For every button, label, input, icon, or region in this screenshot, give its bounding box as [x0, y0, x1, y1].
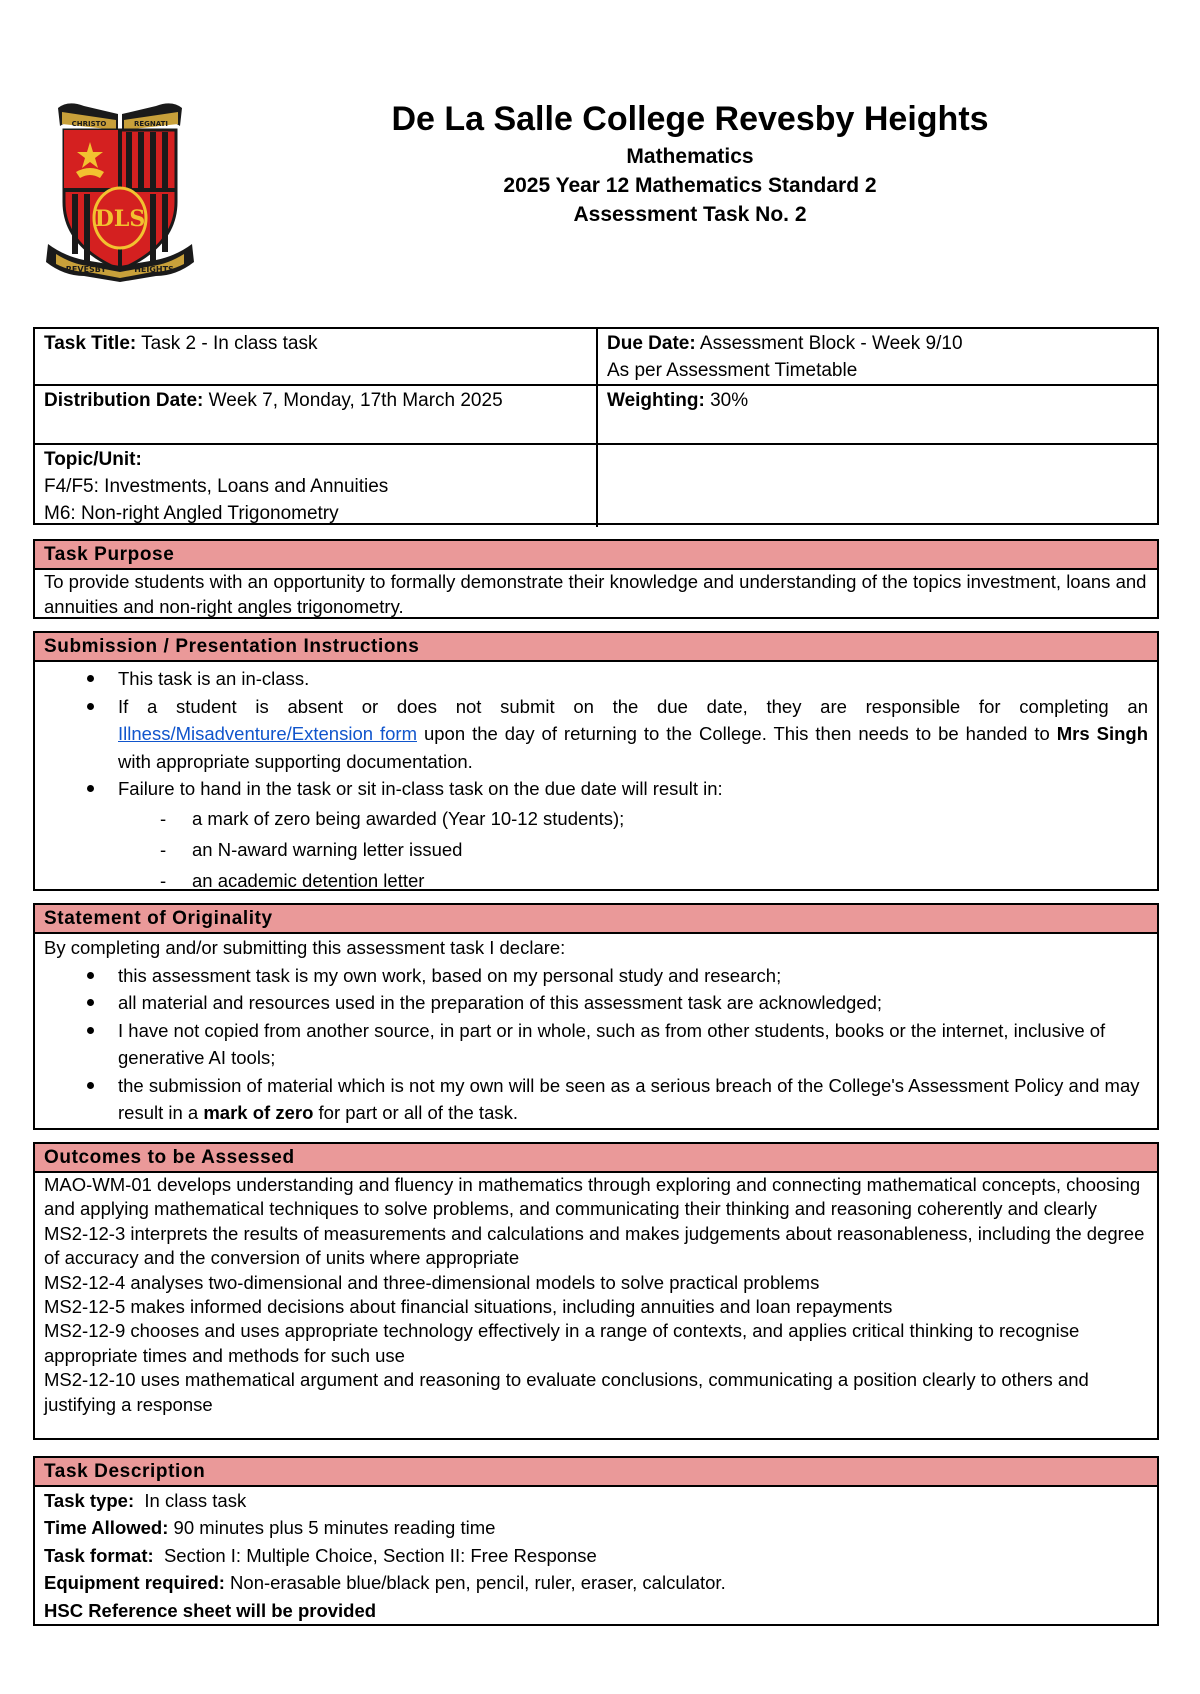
topic-line: M6: Non-right Angled Trigonometry	[44, 503, 339, 524]
reference-sheet-note	[44, 1597, 1148, 1624]
teacher-name: Mrs Singh	[1056, 723, 1149, 744]
crest-banner-right: HEIGHTS	[134, 265, 174, 274]
task-format-line	[44, 1542, 1148, 1569]
time-allowed-line	[44, 1514, 1148, 1541]
list-item-text: upon the day of returning to the College. This then needs to be handed to	[416, 723, 1057, 744]
crest-motto-left: CHRISTO	[71, 120, 107, 128]
task-title-label: Task Title:	[44, 333, 137, 354]
weighting-value: 30%	[710, 390, 749, 411]
list-item	[44, 693, 1148, 776]
consequence-item: - an N-award warning letter issued	[44, 834, 1148, 865]
document-header	[330, 96, 1050, 229]
distribution-date-label: Distribution Date:	[44, 390, 204, 411]
list-item	[44, 775, 1148, 803]
submission-body	[35, 662, 1157, 896]
school-name: De La Salle College Revesby Heights	[391, 100, 989, 138]
task-type-line	[44, 1487, 1148, 1514]
list-item: I have not copied from another source, in part or in whole, such as from other students, books or the internet, inclusive of generative AI tools;	[44, 1017, 1148, 1072]
consequence-list	[44, 803, 1148, 896]
originality-body	[35, 934, 1157, 1127]
info-row	[35, 386, 1157, 445]
outcomes-section	[33, 1142, 1159, 1440]
list-item	[44, 665, 1148, 693]
list-item: this assessment task is my own work, based on my personal study and research;	[44, 962, 1148, 990]
task-info-table	[33, 327, 1159, 525]
topic-line: F4/F5: Investments, Loans and Annuities	[44, 476, 389, 497]
submission-heading: Submission / Presentation Instructions	[35, 633, 1157, 662]
consequence-item: - an academic detention letter	[44, 865, 1148, 896]
originality-list	[44, 962, 1148, 1127]
task-type-value: In class task	[144, 1490, 247, 1511]
faculty-name: Mathematics	[626, 145, 754, 168]
equipment-label: Equipment required:	[44, 1572, 225, 1594]
submission-list	[44, 665, 1148, 803]
topic-cell	[35, 445, 596, 527]
crest-motto-right: REGNATI	[133, 120, 169, 128]
info-row	[35, 329, 1157, 386]
equipment-line	[44, 1569, 1148, 1596]
topic-label: Topic/Unit:	[44, 449, 142, 470]
task-description-section	[33, 1456, 1159, 1626]
distribution-date-cell	[35, 386, 596, 443]
list-item-text: the submission of material which is not my own will be seen as a serious breach of the College's Assessment Policy and may result in a	[118, 1074, 1140, 1123]
task-purpose-section	[33, 539, 1159, 619]
crest-banner-left: REVESBY	[65, 265, 107, 274]
list-item-text: If a student is absent or does not submit on the due date, they are responsible for completing an	[118, 695, 1148, 717]
outcomes-heading: Outcomes to be Assessed	[35, 1144, 1157, 1173]
task-format-value: Section I: Multiple Choice, Section II: Free Response	[163, 1544, 597, 1566]
originality-intro: By completing and/or submitting this assessment task I declare:	[44, 937, 566, 958]
task-title-value: Task 2 - In class task	[141, 333, 318, 354]
equipment-value: Non-erasable blue/black pen, pencil, ruler, eraser, calculator.	[230, 1572, 726, 1594]
due-date-cell	[596, 329, 1157, 384]
list-item-text: Failure to hand in the task or sit in-class task on the due date will result in:	[118, 778, 723, 799]
outcome-item: MS2-12-9 chooses and uses appropriate technology effectively in a range of contexts, and applies critical thinking to recognise appropriate times and methods for such use	[44, 1320, 1080, 1366]
originality-section	[33, 903, 1159, 1130]
task-title-cell	[35, 329, 596, 384]
time-allowed-label: Time Allowed:	[44, 1517, 169, 1539]
due-date-value: Assessment Block - Week 9/10	[699, 333, 963, 354]
task-purpose-heading: Task Purpose	[35, 541, 1157, 570]
task-description-body	[35, 1487, 1157, 1624]
task-purpose-text: To provide students with an opportunity to formally demonstrate their knowledge and understanding of the topics investment, loans and annuities and non-right angles trigonometry.	[44, 571, 1147, 617]
task-type-label: Task type:	[44, 1490, 135, 1511]
originality-heading: Statement of Originality	[35, 905, 1157, 934]
reference-sheet-text: HSC Reference sheet will be provided	[44, 1599, 377, 1621]
outcome-item: MS2-12-4 analyses two-dimensional and three-dimensional models to solve practical problems	[44, 1271, 820, 1293]
weighting-label: Weighting:	[607, 390, 705, 411]
task-format-label: Task format:	[44, 1544, 154, 1566]
mark-of-zero-text: mark of zero	[203, 1102, 314, 1123]
task-number: Assessment Task No. 2	[573, 203, 807, 226]
due-date-note: As per Assessment Timetable	[607, 360, 858, 381]
distribution-date-value: Week 7, Monday, 17th March 2025	[208, 390, 503, 411]
list-item-text: for part or all of the task.	[313, 1102, 518, 1123]
course-name: 2025 Year 12 Mathematics Standard 2	[503, 174, 877, 197]
outcome-item: MS2-12-10 uses mathematical argument and reasoning to evaluate conclusions, communicating a position clearly to others and justifying a response	[44, 1369, 1089, 1415]
outcome-item: MAO-WM-01 develops understanding and fluency in mathematics through exploring and connecting mathematical concepts, choosing and applying mathematical techniques to solve problems, and communicating their thinking and reasoning coherently and clearly	[44, 1174, 1141, 1220]
college-crest-logo	[44, 98, 196, 284]
outcome-item: MS2-12-3 interprets the results of measurements and calculations and makes judgements about reasonableness, including the degree of accuracy and the conversion of units where appropriate	[44, 1222, 1145, 1269]
time-allowed-value: 90 minutes plus 5 minutes reading time	[173, 1517, 496, 1539]
list-item-text: with appropriate supporting documentation.	[118, 750, 473, 772]
info-row	[35, 445, 1157, 527]
illness-misadventure-form-link[interactable]: Illness/Misadventure/Extension form	[118, 723, 417, 744]
list-item-text: This task is an in-class.	[118, 668, 310, 689]
list-item: all material and resources used in the preparation of this assessment task are acknowledged;	[44, 989, 1148, 1017]
task-description-heading: Task Description	[35, 1458, 1157, 1487]
outcome-item: MS2-12-5 makes informed decisions about financial situations, including annuities and loan repayments	[44, 1296, 893, 1318]
due-date-label: Due Date:	[607, 333, 696, 354]
crest-initials: DLS	[94, 206, 146, 232]
empty-cell	[596, 445, 1157, 527]
list-item	[44, 1072, 1148, 1127]
submission-section	[33, 631, 1159, 891]
consequence-item: - a mark of zero being awarded (Year 10-12 students);	[44, 803, 1148, 834]
weighting-cell	[596, 386, 1157, 443]
outcomes-body	[35, 1173, 1157, 1417]
